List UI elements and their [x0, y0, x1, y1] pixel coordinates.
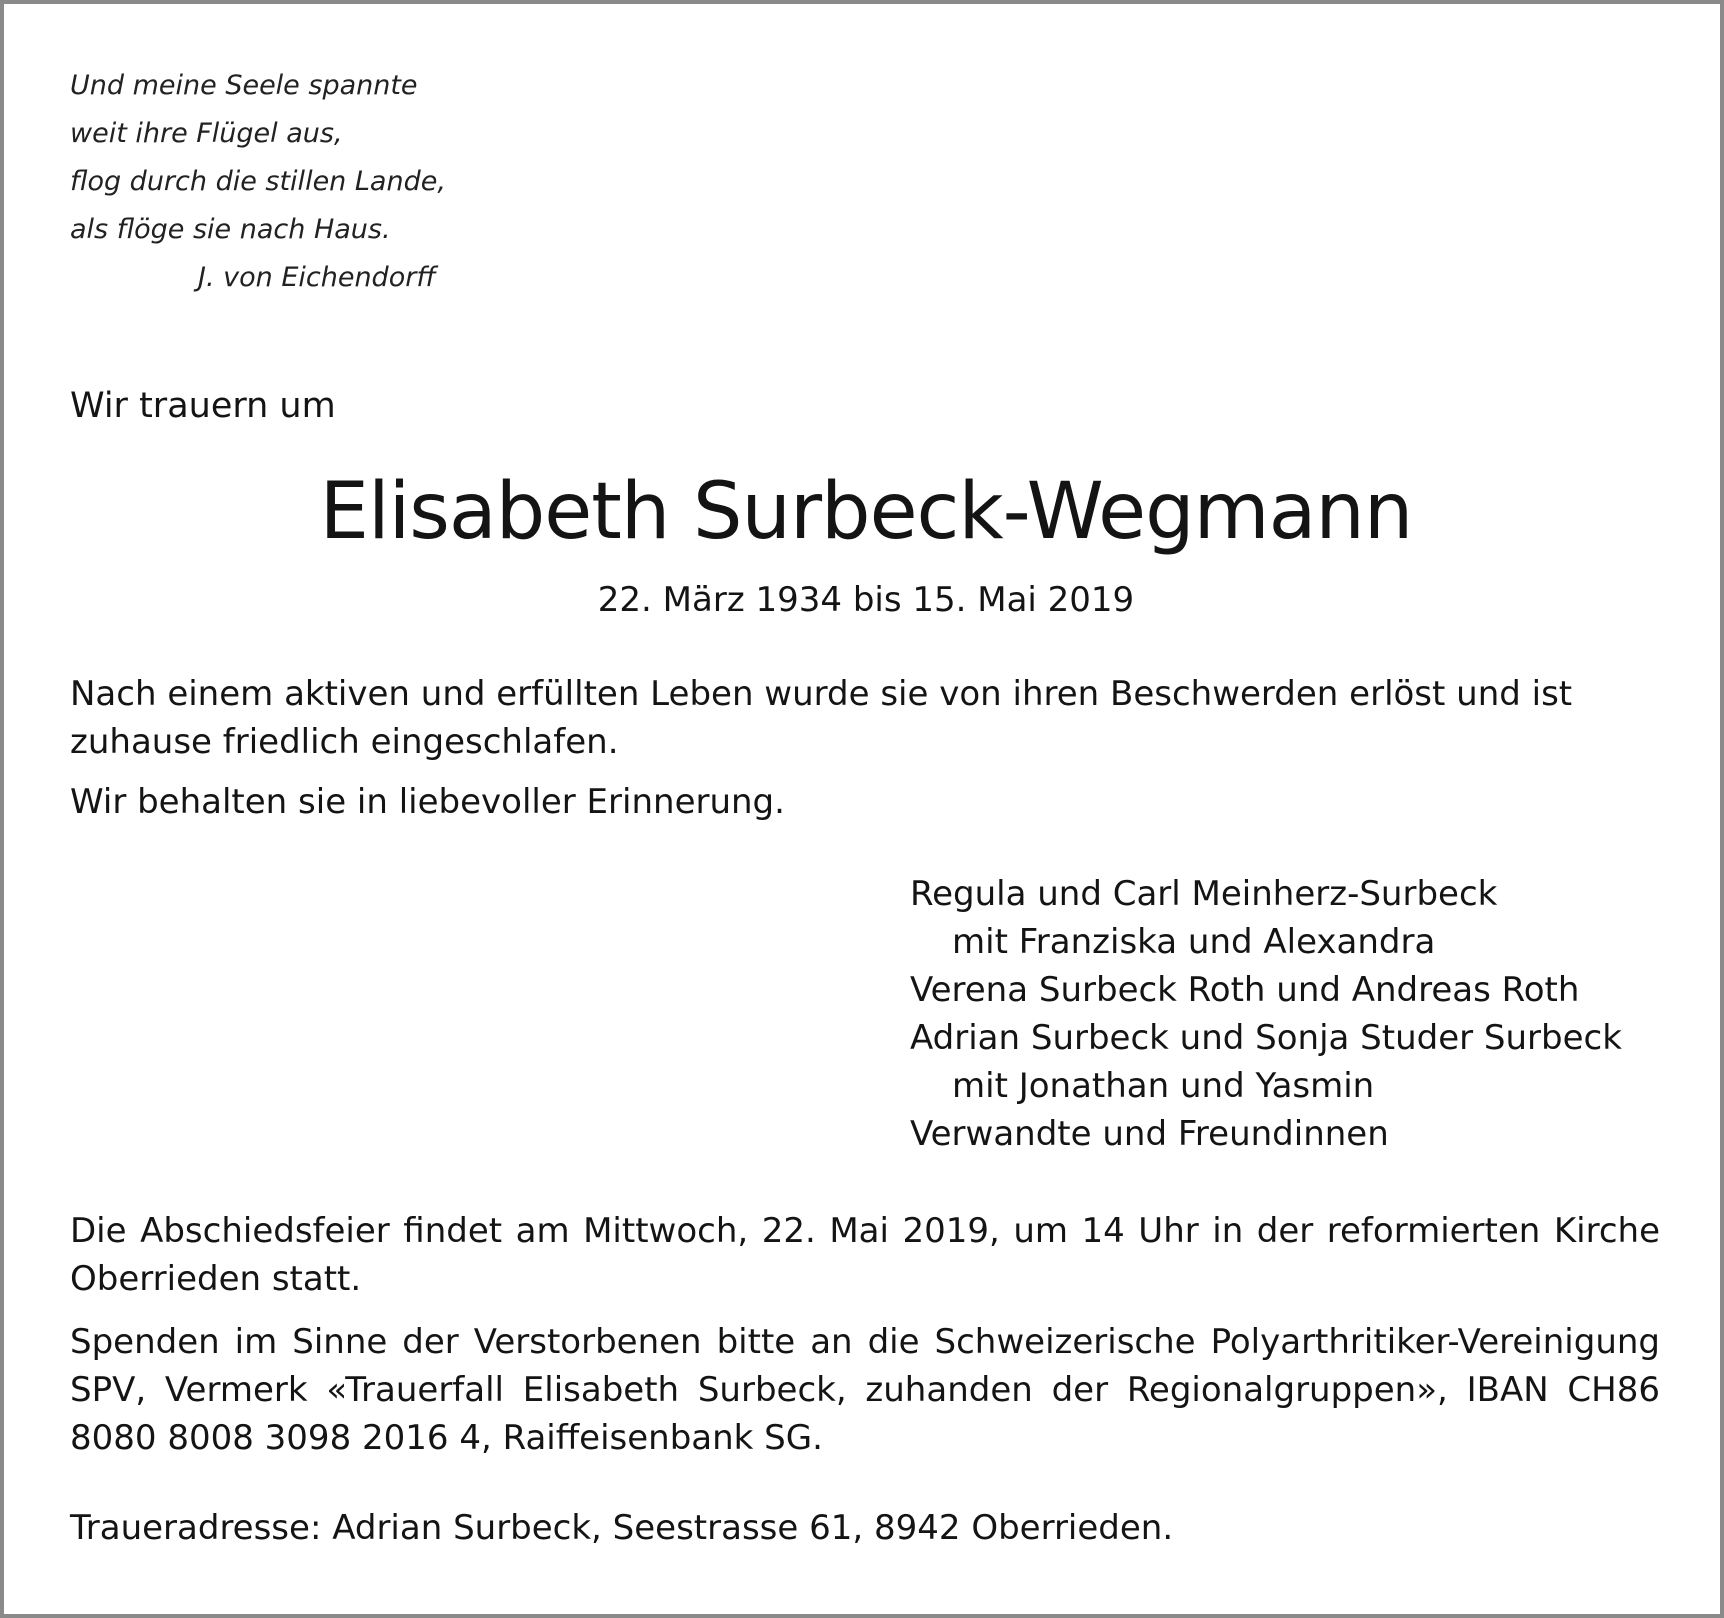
poem [70, 62, 446, 302]
family-line: Verena Surbeck Roth und Andreas Roth [910, 970, 1580, 1010]
poem-line: Und meine Seele spannte [70, 70, 418, 101]
family-line: mit Jonathan und Yasmin [952, 1066, 1375, 1106]
family-line: Adrian Surbeck und Sonja Studer Surbeck [910, 1018, 1622, 1058]
poem-line: flog durch die stillen Lande, [70, 166, 446, 197]
ceremony-paragraph: Die Abschiedsfeier findet am Mittwoch, 22. Mai 2019, um 14 Uhr in der reformierten Kirche Oberrieden statt. [70, 1211, 1660, 1299]
life-paragraph: Nach einem aktiven und erfüllten Leben wurde sie von ihren Beschwerden erlöst und ist zuhause friedlich eingeschlafen. [70, 674, 1573, 762]
poem-line: weit ihre Flügel aus, [70, 118, 343, 149]
mourning-address: Traueradresse: Adrian Surbeck, Seestrasse 61, 8942 Oberrieden. [70, 1508, 1174, 1548]
family-line: mit Franziska und Alexandra [952, 922, 1436, 962]
donation-paragraph: Spenden im Sinne der Verstorbenen bitte an die Schweizerische Polyarthritiker-Vereinigung SPV, Vermerk «Trauerfall Elisabeth Surbeck, zuhanden der Regionalgruppen», IBAN CH86 8080 8008 3098 2016 4, Raiffeisenbank SG. [70, 1322, 1660, 1458]
poem-author: J. von Eichendorff [198, 262, 436, 293]
poem-line: als flöge sie nach Haus. [70, 214, 391, 245]
deceased-name: Elisabeth Surbeck-Wegmann [319, 467, 1413, 557]
family-line: Regula und Carl Meinherz-Surbeck [910, 874, 1498, 914]
intro-text: Wir trauern um [70, 386, 336, 426]
life-dates: 22. März 1934 bis 15. Mai 2019 [597, 580, 1135, 620]
memory-paragraph: Wir behalten sie in liebevoller Erinnerung. [70, 782, 785, 822]
family-list [910, 870, 1622, 1158]
family-line: Verwandte und Freundinnen [910, 1114, 1389, 1154]
